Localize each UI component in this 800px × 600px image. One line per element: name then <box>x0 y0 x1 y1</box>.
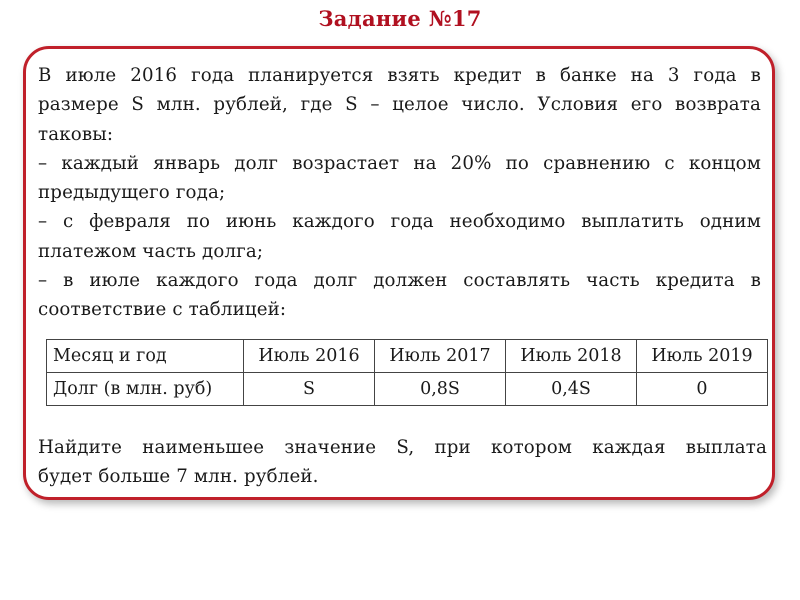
problem-line: В июле 2016 года планируется взять кредит в банке на 3 года в <box>38 65 761 86</box>
table-row <box>47 373 768 406</box>
problem-line: платежом часть долга; <box>38 240 264 262</box>
problem-line: размере S млн. рублей, где S – целое число. Условия его возврата <box>38 94 761 116</box>
debt-table <box>46 339 768 406</box>
problem-line: предыдущего года; <box>38 182 226 204</box>
problem-line: – с февраля по июнь каждого года необходимо выплатить одним <box>38 211 761 233</box>
question-text <box>38 433 767 492</box>
table-cell: Месяц и год <box>47 340 244 373</box>
table-cell: Июль 2018 <box>506 340 637 373</box>
task-title: Задание №17 <box>318 6 482 31</box>
problem-text <box>38 61 761 325</box>
problem-line: – в июле каждого года долг должен составлять часть кредита в <box>38 270 761 292</box>
table-cell: 0,4S <box>506 373 637 406</box>
problem-line: соответствие с таблицей: <box>38 299 287 321</box>
table-cell: 0,8S <box>375 373 506 406</box>
question-line: Найдите наименьшее значение S, при котором каждая выплата <box>38 437 767 458</box>
table-cell: Долг (в млн. руб) <box>47 373 244 406</box>
table-cell: 0 <box>637 373 768 406</box>
problem-card <box>23 46 775 500</box>
table-cell: Июль 2017 <box>375 340 506 373</box>
problem-line: таковы: <box>38 123 114 145</box>
table-cell: S <box>244 373 375 406</box>
question-line: будет больше 7 млн. рублей. <box>38 466 319 488</box>
table-header-row <box>47 340 768 373</box>
table-cell: Июль 2016 <box>244 340 375 373</box>
problem-line: – каждый январь долг возрастает на 20% по сравнению с концом <box>38 152 761 174</box>
table-cell: Июль 2019 <box>637 340 768 373</box>
